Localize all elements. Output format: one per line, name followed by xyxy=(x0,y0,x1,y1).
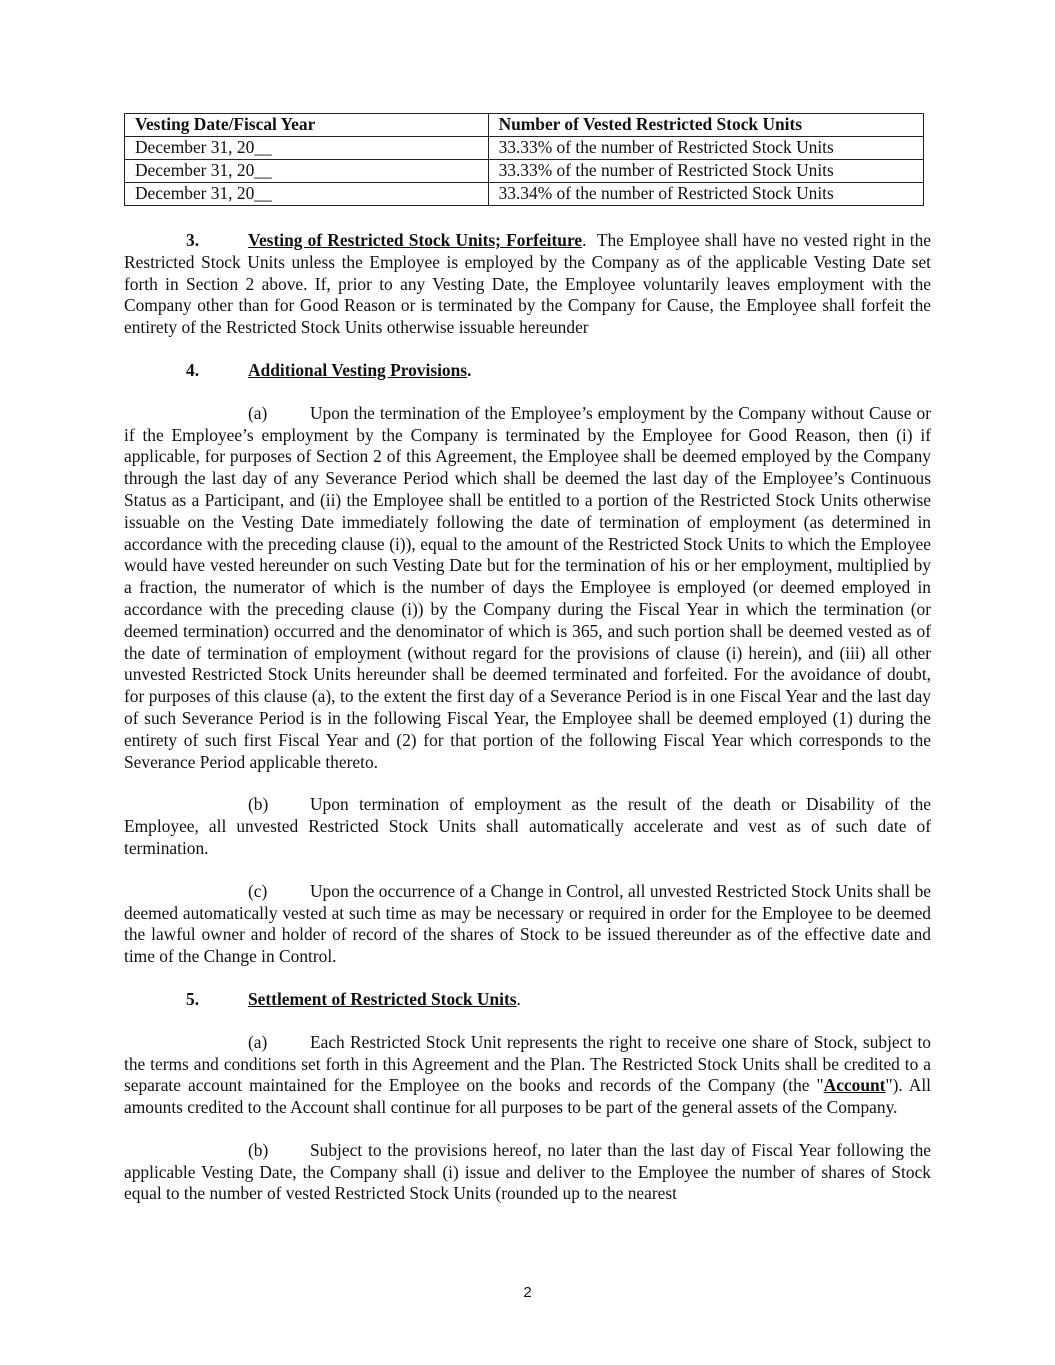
section-4-heading-period: . xyxy=(467,359,472,380)
table-row xyxy=(125,160,924,183)
document-content xyxy=(124,113,931,1226)
section-5-heading-period: . xyxy=(516,988,521,1009)
section-4c-paragraph xyxy=(124,881,931,968)
section-4-number: 4. xyxy=(186,359,200,380)
table-header-vesting-date: Vesting Date/Fiscal Year xyxy=(125,114,489,137)
section-3-number: 3. xyxy=(186,230,200,250)
table-header-vested-units: Number of Vested Restricted Stock Units xyxy=(488,114,923,137)
section-5b-label: (b) xyxy=(248,1139,269,1160)
section-5-heading: Settlement of Restricted Stock Units xyxy=(248,988,517,1009)
section-3-heading: Vesting of Restricted Stock Units; Forfeiture xyxy=(248,230,583,250)
table-row xyxy=(125,183,924,206)
table-cell-vesting-date: December 31, 20__ xyxy=(125,183,489,206)
table-cell-vested-units: 33.34% of the number of Restricted Stock Units xyxy=(488,183,923,206)
table-cell-vested-units: 33.33% of the number of Restricted Stock Units xyxy=(488,137,923,160)
section-3-body: The Employee shall have no vested right in the Restricted Stock Units unless the Employee is employed by the Company as of the applicable Vesting Date set forth in Section 2 above. If, prior to any Vesting Date, the Employee voluntarily leaves employment with the Company other than for Good Reason or is terminated by the Company for Cause, the Employee shall forfeit the entirety of the Restricted Stock Units otherwise issuable hereunder xyxy=(124,230,932,338)
section-5a-paragraph xyxy=(124,1032,931,1119)
table-row xyxy=(125,137,924,160)
section-5-heading-line xyxy=(124,989,931,1011)
section-4b-label: (b) xyxy=(248,794,269,815)
section-4a-paragraph xyxy=(124,403,931,774)
vesting-schedule-table xyxy=(124,113,924,206)
section-4b-text: Upon termination of employment as the result of the death or Disability of the Employee, all unvested Restricted Stock Units shall automatically accelerate and vest as of such date of termination. xyxy=(124,794,931,858)
section-4a-label: (a) xyxy=(248,402,268,423)
section-4-heading: Additional Vesting Provisions xyxy=(248,359,468,380)
page-number: 2 xyxy=(523,1284,532,1301)
section-5b-paragraph xyxy=(124,1140,931,1205)
section-4-heading-line xyxy=(124,360,931,382)
section-4c-text: Upon the occurrence of a Change in Control, all unvested Restricted Stock Units shall be deemed automatically vested at such time as may be necessary or required in order for the Employee to be deemed the lawful owner and holder of record of the shares of Stock to be issued thereunder as of the effective date and time of the Change in Control. xyxy=(124,880,931,967)
section-5b-text: Subject to the provisions hereof, no later than the last day of Fiscal Year following the applicable Vesting Date, the Company shall (i) issue and deliver to the Employee the number of shares of Stock equal to the number of vested Restricted Stock Units (rounded up to the nearest xyxy=(124,1139,931,1204)
table-cell-vested-units: 33.33% of the number of Restricted Stock Units xyxy=(488,160,923,183)
section-4b-paragraph xyxy=(124,794,931,859)
table-cell-vesting-date: December 31, 20__ xyxy=(125,137,489,160)
section-5a-label: (a) xyxy=(248,1031,268,1052)
section-5a-text-before: Each Restricted Stock Unit represents the right to receive one share of Stock, subject to the terms and conditions set forth in this Agreement and the Plan. The Restricted Stock Units shall be credited to a separate account maintained for the Employee on the books and records of the Company (the " xyxy=(124,1031,931,1096)
section-4a-text: Upon the termination of the Employee’s employment by the Company without Cause or if the Employee’s employment by the Company is terminated by the Employee for Good Reason, then (i) if applicable, for purposes of Section 2 of this Agreement, the Employee shall be deemed employed by the Company through the last day of any Severance Period which shall be deemed the last day of the Employee’s Continuous Status as a Participant, and (ii) the Employee shall be entitled to a portion of the Restricted Stock Units otherwise issuable on the Vesting Date immediately following the date of termination of employment (as determined in accordance with the preceding clause (i)), equal to the amount of the Restricted Stock Units to which the Employee would have vested hereunder on such Vesting Date but for the termination of his or her employment, multiplied by a fraction, the numerator of which is the number of days the Employee is employed (or deemed employed in accordance with the preceding clause (i)) by the Company during the Fiscal Year in which the termination (or deemed termination) occurred and the denominator of which is 365, and such portion shall be deemed vested as of the date of termination of employment (without regard for the provisions of clause (i) herein), and (iii) all other unvested Restricted Stock Units hereunder shall be deemed terminated and forfeited. For the avoidance of doubt, for purposes of this clause (a), to the extent the first day of a Severance Period is in one Fiscal Year and the last day of such Severance Period is in the following Fiscal Year, the Employee shall be deemed employed (1) during the entirety of such first Fiscal Year and (2) for that portion of the following Fiscal Year which corresponds to the Severance Period applicable thereto. xyxy=(124,402,931,772)
table-cell-vesting-date: December 31, 20__ xyxy=(125,160,489,183)
section-5-number: 5. xyxy=(186,988,200,1009)
table-header-row xyxy=(125,114,924,137)
section-3-heading-period: . xyxy=(582,230,587,250)
section-4c-label: (c) xyxy=(248,880,268,901)
section-3-paragraph xyxy=(124,230,931,339)
section-5a-text-after: "). All amounts credited to the Account shall continue for all purposes to be part of the general assets of the Company. xyxy=(124,1075,931,1118)
account-defined-term: Account xyxy=(823,1075,886,1096)
